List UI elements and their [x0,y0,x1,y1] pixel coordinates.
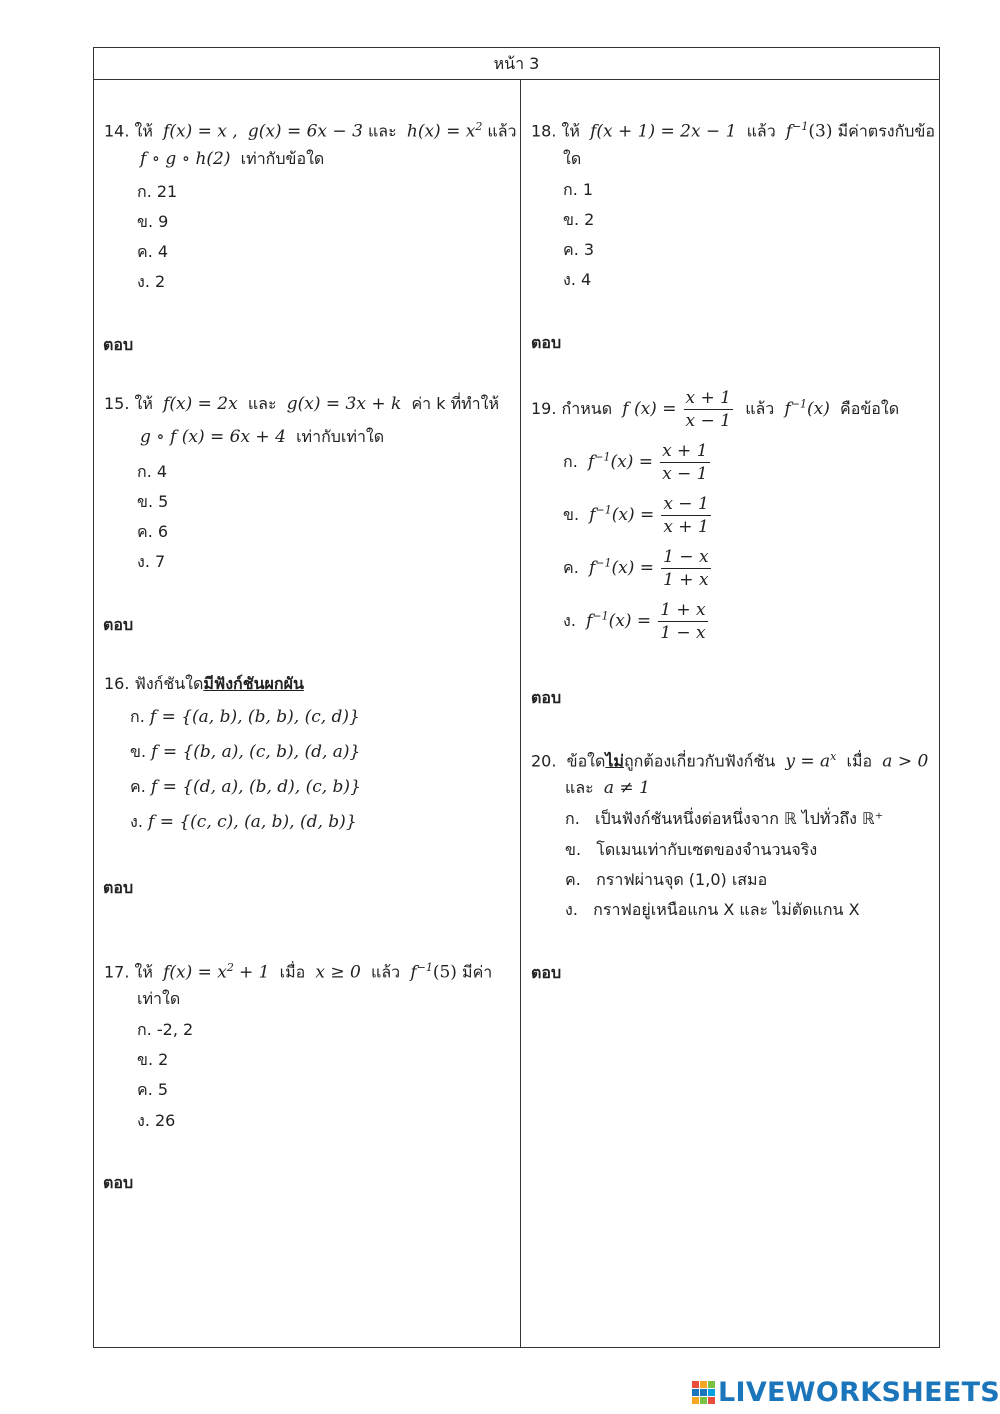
question-19-stem: 19. กำหนด f (x) = $\frac{x + 1}{x - 1}$ แล้ว $f^{-1}(x)$ คือข้อใด [531,388,900,431]
emphasis-inverse: มีฟังก์ชันผกผัน [203,674,304,693]
fraction: $\frac{1 + x}{1 - x}$ [660,600,706,643]
choice-17-d[interactable]: ง. 26 [137,1111,176,1130]
fraction: $\frac{1 - x}{1 + x}$ [663,547,709,590]
question-15-stem-2: g ∘ f (x) = 6x + 4 เท่ากับเท่าใด [140,427,385,447]
composition: f ∘ g ∘ h(2) [140,149,231,169]
answer-label-17: ตอบ [103,1173,134,1192]
answer-label-19: ตอบ [531,688,562,707]
answer-label-14: ตอบ [103,335,134,354]
question-20-stem: 20. ข้อใดไม่ถูกต้องเกี่ยวกับฟังก์ชัน $y = a^x$ เมื่อ a > 0 [531,750,929,772]
g-definition: g(x) = 6x − 3 [247,121,363,142]
question-15-stem: 15. ให้ f(x) = 2x และ g(x) = 3x + k ค่า k ที่ทำให้ [104,394,500,414]
choice-15-b[interactable]: ข. 5 [137,492,169,511]
choice-16-a[interactable]: ก. f = {(a, b), (b, b), (c, d)} [130,707,360,727]
answer-label-16: ตอบ [103,878,134,897]
logo-square [692,1381,699,1388]
page-header: หน้า 3 [94,48,939,80]
question-18-stem-2: ใด [563,149,582,168]
choice-19-b[interactable]: ข. $f^{-1}(x)$ = $\frac{x - 1}{x + 1}$ [563,494,709,537]
h-definition: h(x) = x [406,121,476,142]
choice-18-a[interactable]: ก. 1 [563,180,594,199]
choice-18-c[interactable]: ค. 3 [563,240,595,259]
choice-16-c[interactable]: ค. f = {(d, a), (b, d), (c, b)} [130,777,361,797]
logo-mark-icon [692,1381,715,1404]
emphasis-not: ไม่ [605,751,624,771]
question-14-stem-2: f ∘ g ∘ h(2) เท่ากับข้อใด [140,149,325,169]
fraction: $\frac{x + 1}{x - 1}$ [662,441,708,484]
column-divider [520,80,521,1347]
brand-name: LIVEWORKSHEETS [718,1376,1000,1408]
question-18-stem: 18. ให้ f(x + 1) = 2x − 1 แล้ว $f^{-1}(3)$ มีค่าตรงกับข้อ [531,120,935,142]
choice-17-c[interactable]: ค. 5 [137,1080,169,1099]
question-20-stem-2: และ a ≠ 1 [565,778,650,798]
logo-square [692,1397,699,1404]
answer-label-18: ตอบ [531,333,562,352]
logo-square [708,1381,715,1388]
choice-16-b[interactable]: ข. f = {(b, a), (c, b), (d, a)} [130,742,361,762]
fraction: $\frac{x + 1}{x - 1}$ [685,388,732,431]
choice-18-b[interactable]: ข. 2 [563,210,595,229]
choice-16-d[interactable]: ง. f = {(c, c), (a, b), (d, b)} [130,812,357,832]
choice-14-a[interactable]: ก. 21 [137,182,178,201]
fraction: $\frac{x - 1}{x + 1}$ [663,494,709,537]
choice-15-c[interactable]: ค. 6 [137,522,169,541]
choice-20-b[interactable]: ข. โดเมนเท่ากับเซตของจำนวนจริง [565,840,818,859]
choice-20-d[interactable]: ง. กราฟอยู่เหนือแกน X และ ไม่ตัดแกน X [565,900,860,919]
choice-19-c[interactable]: ค. $f^{-1}(x)$ = $\frac{1 - x}{1 + x}$ [563,547,709,590]
answer-label-15: ตอบ [103,615,134,634]
liveworksheets-logo[interactable] [692,1374,1000,1410]
choice-17-a[interactable]: ก. -2, 2 [137,1020,194,1039]
choice-20-c[interactable]: ค. กราฟผ่านจุด (1,0) เสมอ [565,870,768,889]
choice-19-d[interactable]: ง. $f^{-1}(x)$ = $\frac{1 + x}{1 - x}$ [563,600,706,643]
choice-15-d[interactable]: ง. 7 [137,552,166,571]
choice-20-a[interactable]: ก. เป็นฟังก์ชันหนึ่งต่อหนึ่งจาก ℝ ไปทั่วถึง ℝ⁺ [565,809,884,828]
logo-square [708,1397,715,1404]
question-16-stem: 16. ฟังก์ชันใดมีฟังก์ชันผกผัน [104,674,304,693]
choice-15-a[interactable]: ก. 4 [137,462,168,481]
question-17-stem: 17. ให้ $f(x) = x^2 + 1$ เมื่อ x ≥ 0 แล้ว $f^{-1}(5)$ มีค่า [104,961,493,983]
choice-14-d[interactable]: ง. 2 [137,272,166,291]
question-17-stem-2: เท่าใด [137,989,181,1008]
choice-14-b[interactable]: ข. 9 [137,212,169,231]
answer-label-20: ตอบ [531,963,562,982]
logo-square [700,1397,707,1404]
logo-square [692,1389,699,1396]
logo-square [708,1389,715,1396]
choice-18-d[interactable]: ง. 4 [563,270,592,289]
worksheet-page [93,47,940,1348]
question-14-stem: 14. ให้ f(x) = x , g(x) = 6x − 3 และ $h(x) = x^2$ แล้ว [104,120,517,142]
choice-14-c[interactable]: ค. 4 [137,242,169,261]
f-definition: f(x) = x , [163,121,238,142]
logo-square [700,1381,707,1388]
choice-19-a[interactable]: ก. $f^{-1}(x)$ = $\frac{x + 1}{x - 1}$ [563,441,708,484]
choice-17-b[interactable]: ข. 2 [137,1050,169,1069]
logo-square [700,1389,707,1396]
